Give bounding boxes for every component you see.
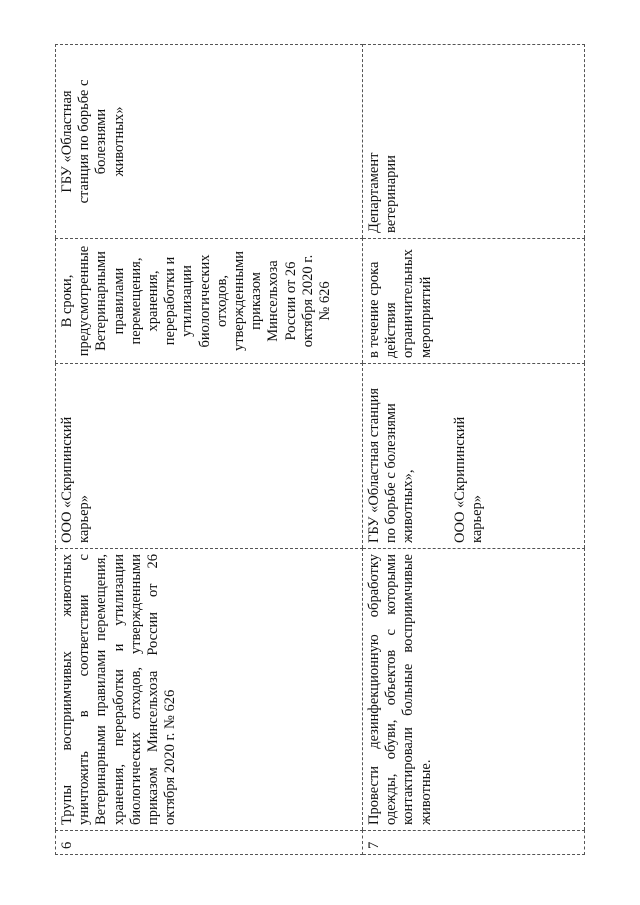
term-line: правилами bbox=[110, 267, 127, 335]
executor-line: ГБУ «Областная станция bbox=[366, 387, 382, 543]
responsible-line: станция по борьбе с bbox=[76, 79, 93, 204]
term-cell bbox=[363, 239, 585, 364]
responsible-line: животных» bbox=[110, 106, 127, 177]
term-line: октября 2020 г. bbox=[299, 254, 316, 348]
term-line: отходов, bbox=[213, 274, 230, 328]
responsible-line: ГБУ «Областная bbox=[59, 90, 75, 193]
spacer bbox=[418, 369, 452, 543]
executor-line: по борьбе с болезнями bbox=[383, 403, 400, 543]
responsible-line: Департамент bbox=[366, 152, 382, 233]
term-line: биологических bbox=[196, 254, 213, 348]
term-line: Минсельхоза bbox=[265, 260, 282, 342]
term-line: перемещения, bbox=[127, 257, 144, 345]
row-number: 7 bbox=[363, 831, 585, 855]
term-line: В сроки, bbox=[59, 274, 75, 328]
executor-cell bbox=[56, 364, 363, 549]
term-line: приказом bbox=[248, 272, 265, 330]
term-line: мероприятий bbox=[417, 276, 434, 358]
action-cell: Провести дезинфекционную обработку одежды, обуви, объектов с которыми контактировали больные восприимчивые животные. bbox=[363, 549, 585, 831]
action-cell: Трупы восприимчивых животных уничтожить в соответствии с Ветеринарными правилами перемещения, хранения, переработки и утилизации биологических отходов, утвержденными приказом Минсельхоза России от 26 октября 2020 г. № 626 bbox=[56, 549, 363, 831]
executor-line: животных», bbox=[400, 469, 417, 543]
term-line: утвержденными bbox=[231, 250, 248, 352]
term-line: предусмотренные bbox=[76, 245, 93, 357]
executor-line: ООО «Скрипинский bbox=[59, 416, 75, 543]
term-line: переработки и bbox=[162, 256, 179, 346]
term-line: в течение срока bbox=[366, 261, 382, 358]
executor-cell bbox=[363, 364, 585, 549]
term-line: ограничительных bbox=[400, 249, 417, 358]
responsible-cell bbox=[56, 45, 363, 239]
executor-line: ООО «Скрипинский bbox=[451, 416, 468, 543]
term-line: действия bbox=[383, 302, 400, 358]
executor-line: карьер» bbox=[468, 494, 485, 543]
responsible-line: болезнями bbox=[93, 108, 110, 175]
term-cell bbox=[56, 239, 363, 364]
measures-table bbox=[55, 44, 585, 855]
term-line: России от 26 bbox=[282, 261, 299, 341]
rotated-table-sheet bbox=[55, 45, 580, 855]
executor-line: карьер» bbox=[76, 494, 93, 543]
term-line: утилизации bbox=[179, 265, 196, 337]
responsible-cell bbox=[363, 45, 585, 239]
responsible-line: ветеринарии bbox=[383, 155, 400, 233]
table-row bbox=[56, 45, 363, 855]
row-number: 6 bbox=[56, 831, 363, 855]
term-line: № 626 bbox=[317, 281, 334, 321]
term-line: хранения, bbox=[145, 270, 162, 332]
table-row bbox=[363, 45, 585, 855]
term-line: Ветеринарными bbox=[93, 251, 110, 351]
